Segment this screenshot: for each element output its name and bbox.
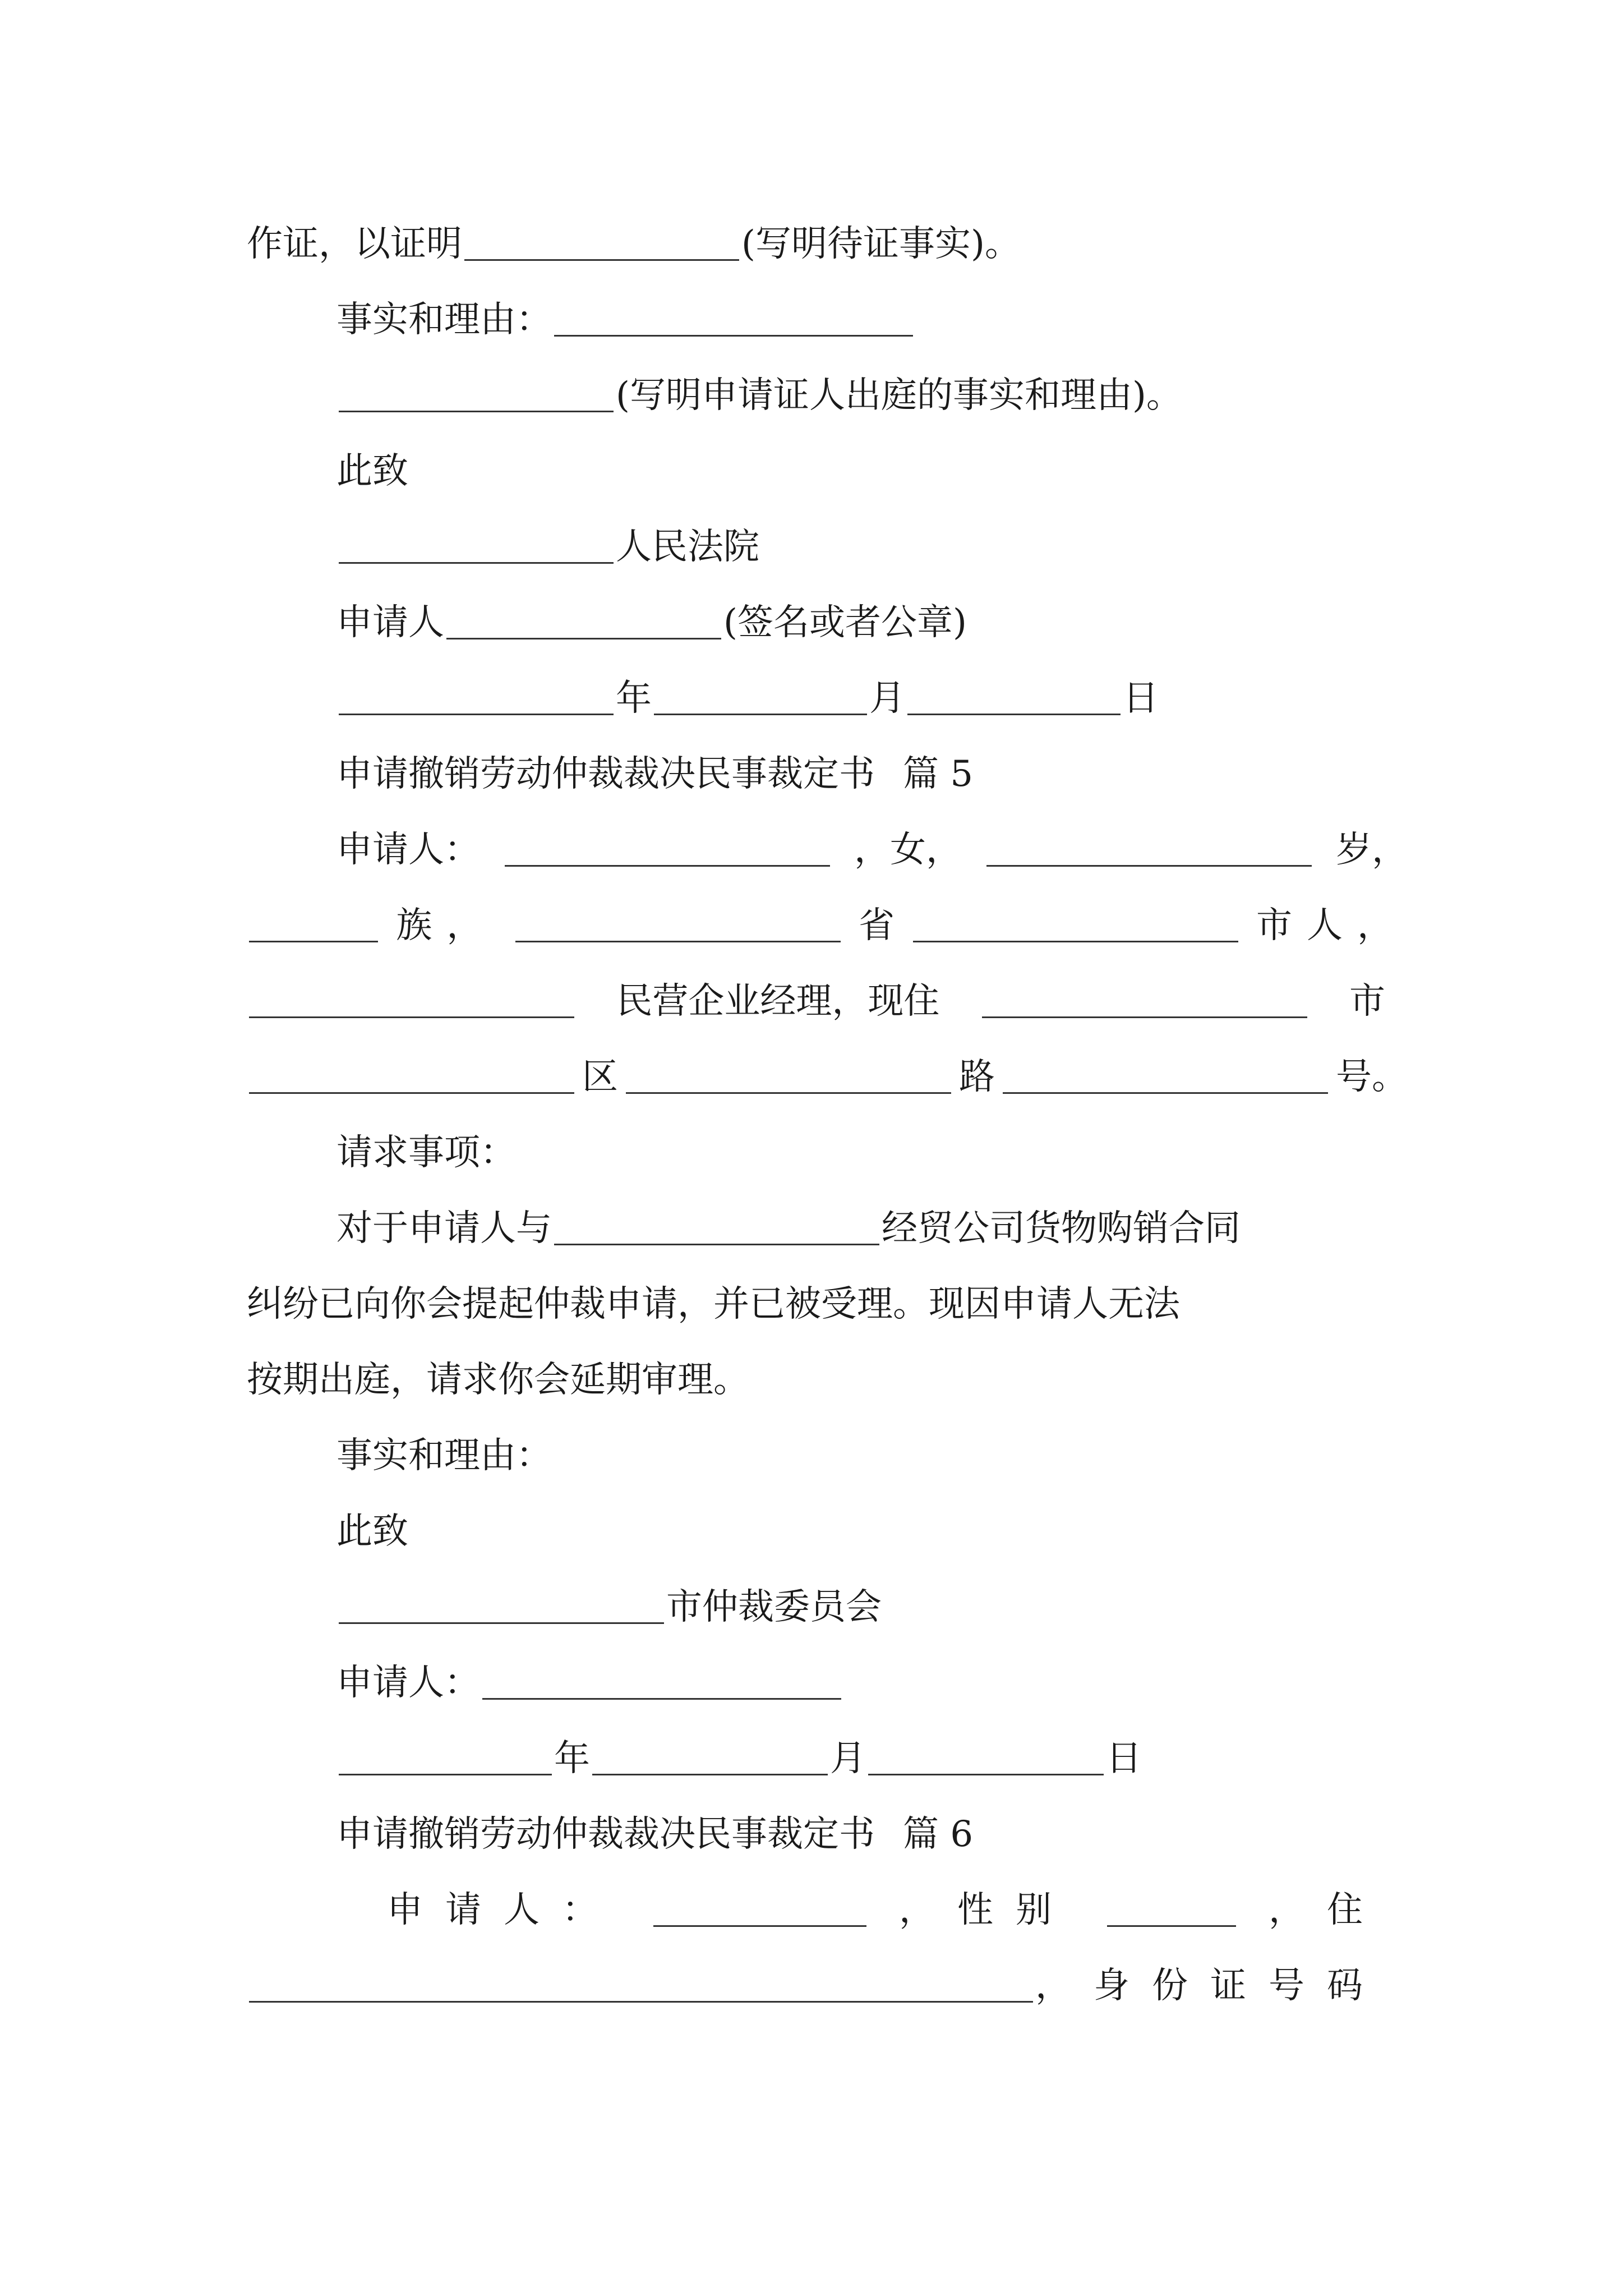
text-segment: 区 xyxy=(582,1056,618,1098)
text-segment: 纠纷已向你会提起仲裁申请，并已被受理。现因申请人无法 xyxy=(247,1283,1180,1325)
text-segment: 人民法院 xyxy=(616,526,759,568)
text-segment: 日 xyxy=(1123,678,1159,719)
text-segment: 申请人 xyxy=(336,602,444,643)
section-number: 篇 5 xyxy=(903,753,974,795)
fill-blank xyxy=(482,1667,841,1700)
doc-line-request-label xyxy=(336,1122,516,1184)
fill-blank xyxy=(554,303,913,337)
text-segment: (写明待证事实)。 xyxy=(741,223,1021,265)
fill-blank xyxy=(339,379,614,412)
fill-blank xyxy=(339,531,614,564)
fill-blank xyxy=(339,1742,552,1775)
doc-line-request-body-2 xyxy=(247,1273,1180,1335)
text-segment: 对于申请人与 xyxy=(336,1208,552,1249)
text-segment: 族， xyxy=(396,905,497,946)
text-segment: 按期出庭，请求你会延期审理。 xyxy=(247,1359,749,1401)
fill-blank xyxy=(592,1742,828,1775)
text-segment: 市仲裁委员会 xyxy=(666,1586,882,1628)
text-segment: 请求事项： xyxy=(336,1132,516,1174)
doc-line-salutation xyxy=(336,440,408,502)
doc-line-committee xyxy=(336,1576,882,1638)
fill-blank xyxy=(249,1970,1033,2003)
text-segment: 号。 xyxy=(1336,1056,1408,1098)
fill-blank xyxy=(249,1061,574,1094)
fill-blank xyxy=(515,909,841,942)
fill-blank xyxy=(1003,1061,1328,1094)
fill-blank xyxy=(907,682,1121,715)
section-title: 申请撤销劳动仲裁裁决民事裁定书 xyxy=(336,1814,875,1855)
doc-line-applicant-info-2 xyxy=(387,1879,1385,1941)
text-segment: ，身份证号码 xyxy=(1035,1965,1385,2007)
text-segment: (签名或者公章) xyxy=(723,602,967,643)
text-segment: 此致 xyxy=(336,450,408,492)
doc-line-occupation xyxy=(247,970,1385,1032)
fill-blank xyxy=(464,228,739,261)
doc-line-facts-note xyxy=(336,365,1182,426)
doc-line-facts-label-2 xyxy=(336,1425,552,1487)
doc-line-id-number xyxy=(247,1955,1385,2017)
doc-line-ethnicity xyxy=(247,895,1408,956)
text-segment: 年 xyxy=(616,678,652,719)
text-segment: 申请人： xyxy=(387,1889,620,1931)
text-segment: 日 xyxy=(1106,1738,1142,1779)
fill-blank xyxy=(339,1591,664,1624)
text-segment: 年 xyxy=(554,1738,590,1779)
fill-blank xyxy=(505,834,830,867)
fill-blank xyxy=(913,909,1238,942)
section-title: 申请撤销劳动仲裁裁决民事裁定书 xyxy=(336,753,875,795)
doc-line-facts-label xyxy=(336,289,915,351)
text-segment: 申请人： xyxy=(336,1662,480,1704)
doc-line-court xyxy=(336,516,759,578)
text-segment: ，女， xyxy=(854,829,962,871)
fill-blank xyxy=(982,985,1307,1018)
fill-blank xyxy=(626,1061,951,1094)
doc-line-applicant-sign xyxy=(336,592,967,654)
text-segment: ，性别 xyxy=(899,1889,1074,1931)
fill-blank xyxy=(249,985,574,1018)
text-segment: 申请人： xyxy=(336,829,480,871)
fill-blank xyxy=(554,1212,879,1245)
doc-line-applicant-info xyxy=(336,819,1408,881)
doc-line-date-2 xyxy=(336,1728,1142,1789)
text-segment: 月 xyxy=(830,1738,866,1779)
fill-blank xyxy=(1107,1894,1236,1927)
text-segment: (写明申请证人出庭的事实和理由)。 xyxy=(616,375,1182,416)
text-segment: 经贸公司货物购销合同 xyxy=(882,1208,1241,1249)
fill-blank xyxy=(654,682,867,715)
text-segment: 民营企业经理，现住 xyxy=(616,981,940,1022)
doc-line-applicant-2 xyxy=(336,1652,843,1714)
fill-blank xyxy=(446,606,721,639)
doc-line-salutation-2 xyxy=(336,1501,408,1562)
fill-blank xyxy=(339,682,614,715)
fill-blank xyxy=(868,1742,1104,1775)
section-heading-5 xyxy=(336,743,973,805)
text-segment: 作证，以证明 xyxy=(247,223,462,265)
text-segment: 省 xyxy=(859,905,895,946)
text-segment: 此致 xyxy=(336,1511,408,1552)
text-segment: 市人， xyxy=(1256,905,1408,946)
text-segment: 市 xyxy=(1349,981,1385,1022)
section-number: 篇 6 xyxy=(903,1814,974,1855)
doc-line-request-body-3 xyxy=(247,1349,749,1411)
text-segment: 月 xyxy=(869,678,905,719)
section-heading-6 xyxy=(336,1803,973,1865)
fill-blank xyxy=(249,909,378,942)
doc-line-address xyxy=(247,1046,1408,1108)
text-segment: 事实和理由： xyxy=(336,1435,552,1476)
doc-line-request-body-1 xyxy=(336,1198,1241,1259)
text-segment: 岁， xyxy=(1336,829,1408,871)
fill-blank xyxy=(986,834,1312,867)
text-segment: ，住 xyxy=(1269,1889,1385,1931)
text-segment: 路 xyxy=(959,1056,995,1098)
doc-line-date xyxy=(336,668,1159,729)
text-segment: 事实和理由： xyxy=(336,299,552,341)
doc-line-testify xyxy=(247,213,1021,275)
fill-blank xyxy=(653,1894,866,1927)
